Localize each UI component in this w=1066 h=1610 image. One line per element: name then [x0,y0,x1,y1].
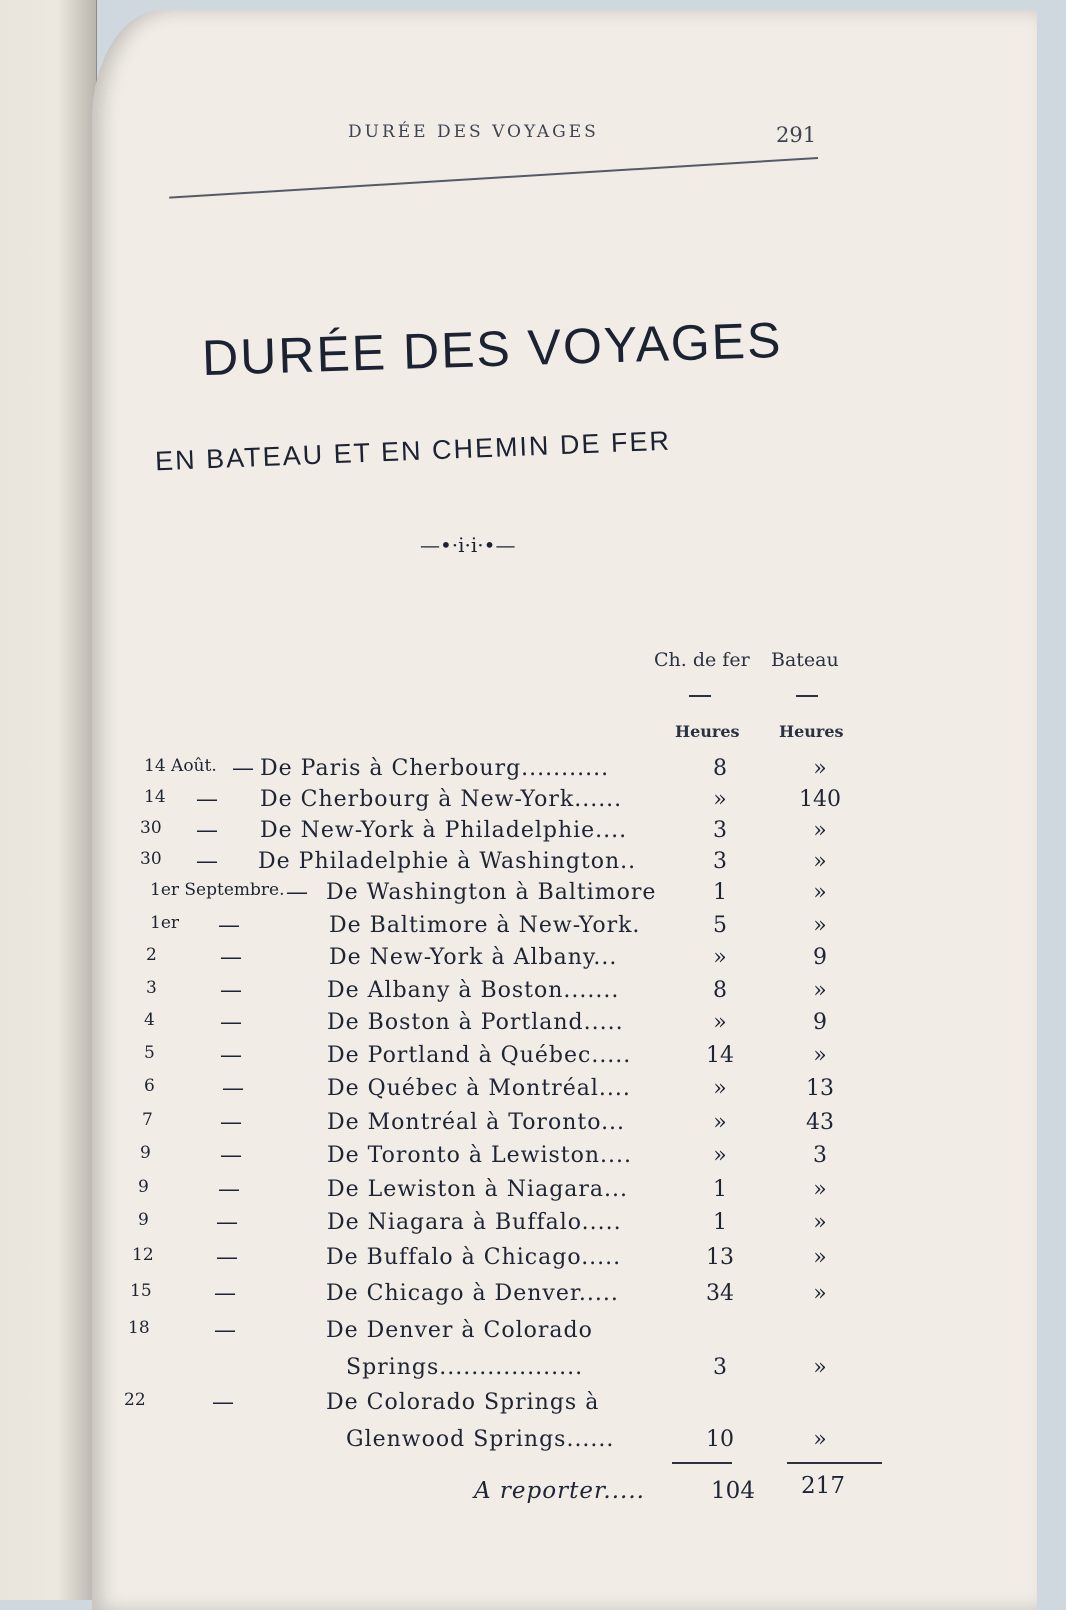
row-date: 9 [140,1143,151,1163]
column-header-boat: Bateau [771,649,839,671]
table-row [0,1143,1066,1177]
table-row [0,818,1066,852]
row-dash: — [220,978,242,1003]
row-date: 12 [132,1245,154,1265]
row-rail-hours: » [713,1143,727,1168]
row-rail-hours: 3 [713,849,727,874]
row-dash: — [214,1318,236,1343]
row-boat-hours: 9 [813,945,827,970]
row-rail-hours: 1 [713,880,727,905]
row-dash: — [232,756,254,781]
row-rail-hours: » [713,1076,727,1101]
row-dash: — [220,1010,242,1035]
row-date: 4 [144,1010,155,1030]
row-date: 5 [144,1043,155,1063]
row-rail-hours: 10 [706,1427,734,1452]
running-title: DURÉE DES VOYAGES [348,122,599,142]
row-date: 14 Août. [144,756,217,776]
row-dash: — [218,1177,240,1202]
row-date: 6 [144,1076,155,1096]
row-rail-hours: 13 [706,1245,734,1270]
row-boat-hours: » [813,1281,827,1306]
row-date: 9 [138,1177,149,1197]
row-route: De Paris à Cherbourg........... [260,756,610,781]
row-boat-hours: » [813,1245,827,1270]
row-boat-hours: 140 [799,787,841,812]
row-route: Springs.................. [346,1355,584,1380]
row-boat-hours: » [813,978,827,1003]
row-rail-hours: » [713,1010,727,1035]
row-dash: — [196,787,218,812]
table-row [0,1010,1066,1044]
table-row [0,978,1066,1012]
row-route: De New-York à Albany... [329,945,618,970]
row-boat-hours: » [813,1210,827,1235]
row-rail-hours: » [713,1110,727,1135]
row-boat-hours: » [813,913,827,938]
row-route: De Philadelphie à Washington.. [258,849,637,874]
row-dash: — [216,1210,238,1235]
row-date: 15 [130,1281,152,1301]
row-dash: — [216,1245,238,1270]
row-boat-hours: » [813,1177,827,1202]
table-row [0,1281,1066,1315]
table-row [0,1210,1066,1244]
row-rail-hours: 14 [706,1043,734,1068]
page-subtitle: EN BATEAU ET EN CHEMIN DE FER [154,425,672,477]
total-rule-rail [672,1462,732,1464]
row-route: De Boston à Portland..... [327,1010,624,1035]
row-date: 3 [146,978,157,998]
table-row [0,1245,1066,1279]
table-row [0,787,1066,821]
row-rail-hours: 34 [706,1281,734,1306]
page-title: DURÉE DES VOYAGES [201,311,784,387]
row-boat-hours: 3 [813,1143,827,1168]
row-rail-hours: 8 [713,756,727,781]
row-route: De Québec à Montréal.... [327,1076,631,1101]
carry-forward-boat-total: 217 [801,1473,845,1499]
row-date: 18 [128,1318,150,1338]
row-route: De Lewiston à Niagara... [327,1177,629,1202]
row-route: De Montréal à Toronto... [327,1110,626,1135]
row-rail-hours: 8 [713,978,727,1003]
row-boat-hours: » [813,880,827,905]
row-route: Glenwood Springs...... [346,1427,615,1452]
table-row [0,880,1066,914]
row-date: 9 [138,1210,149,1230]
row-dash: — [220,1110,242,1135]
table-row [0,1110,1066,1144]
row-route: De New-York à Philadelphie.... [260,818,628,843]
row-date: 14 [144,787,166,807]
row-rail-hours: » [713,787,727,812]
row-dash: — [220,1043,242,1068]
carry-forward-rail-total: 104 [711,1478,755,1504]
row-rail-hours: 1 [713,1177,727,1202]
page-number: 291 [776,123,817,147]
row-dash: — [196,818,218,843]
row-boat-hours: » [813,1427,827,1452]
table-row [0,1390,1066,1424]
total-rule-boat [787,1462,882,1464]
table-row [0,1076,1066,1110]
row-route: De Portland à Québec..... [327,1043,632,1068]
row-boat-hours: » [813,849,827,874]
row-rail-hours: 5 [713,913,727,938]
table-row [0,1177,1066,1211]
table-row [0,1427,1066,1461]
row-dash: — [220,945,242,970]
row-rail-hours: 3 [713,1355,727,1380]
table-row [0,913,1066,947]
row-dash: — [218,913,240,938]
column-header-rail: Ch. de fer [654,649,750,671]
row-rail-hours: 3 [713,818,727,843]
row-route: De Chicago à Denver..... [326,1281,619,1306]
row-rail-hours: » [713,945,727,970]
row-date: 30 [140,849,162,869]
row-date: 22 [124,1390,146,1410]
table-row [0,1355,1066,1389]
row-route: De Baltimore à New-York. [329,913,641,938]
row-date: 2 [146,945,157,965]
row-boat-hours: 13 [806,1076,834,1101]
row-dash: — [286,880,308,905]
table-row [0,849,1066,883]
row-date: 1er Septembre. [150,880,285,900]
row-route: De Cherbourg à New-York...... [260,787,623,812]
row-route: De Niagara à Buffalo..... [327,1210,622,1235]
row-date: 1er [150,913,180,933]
row-date: 30 [140,818,162,838]
row-route: De Washington à Baltimore [326,880,657,905]
table-row [0,1318,1066,1352]
row-dash: — [196,849,218,874]
row-boat-hours: » [813,818,827,843]
row-boat-hours: 9 [813,1010,827,1035]
column-unit-rail: Heures [675,722,740,741]
row-dash: — [212,1390,234,1415]
row-route: De Denver à Colorado [326,1318,593,1343]
row-boat-hours: » [813,756,827,781]
ornament-divider: —•·i·i·•— [420,533,516,557]
row-dash: — [214,1281,236,1306]
column-unit-boat: Heures [779,722,844,741]
row-route: De Toronto à Lewiston.... [327,1143,632,1168]
row-rail-hours: 1 [713,1210,727,1235]
row-dash: — [222,1076,244,1101]
row-date: 7 [142,1110,153,1130]
table-row [0,945,1066,979]
table-row [0,1043,1066,1077]
row-route: De Buffalo à Chicago..... [326,1245,622,1270]
row-route: De Albany à Boston....... [327,978,620,1003]
table-row [0,756,1066,790]
row-dash: — [220,1143,242,1168]
column-dash-boat [796,695,818,697]
row-boat-hours: » [813,1043,827,1068]
column-dash-rail [689,695,711,697]
carry-forward-label: A reporter..... [474,1478,645,1504]
row-boat-hours: 43 [806,1110,834,1135]
row-route: De Colorado Springs à [326,1390,600,1415]
row-boat-hours: » [813,1355,827,1380]
